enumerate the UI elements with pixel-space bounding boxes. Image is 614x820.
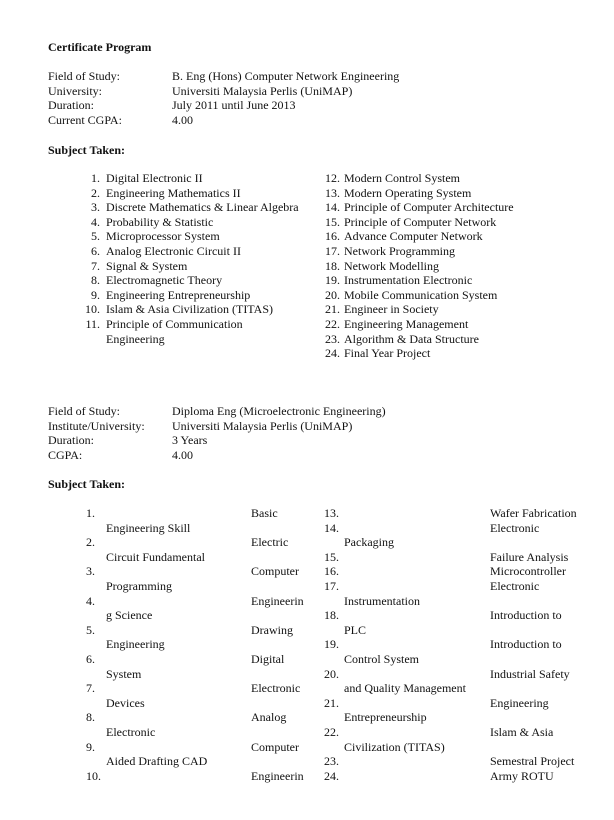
subject-item: Discrete Mathematics & Linear Algebra: [106, 200, 299, 215]
subject-number: 1.: [86, 506, 95, 520]
subject-fragment: Devices: [106, 695, 145, 710]
subject-fragment: Islam & Asia: [490, 725, 554, 739]
subject-fragment: Digital: [251, 652, 285, 666]
subject-item: Mobile Communication System: [344, 287, 498, 302]
subject-number: 24.: [325, 346, 340, 361]
subject-number: 16.: [325, 229, 340, 244]
subject-number: 7.: [91, 258, 100, 273]
subject-number: 15.: [324, 549, 339, 564]
subject-item: Engineering Mathematics II: [106, 185, 241, 200]
subject-number: 13.: [325, 185, 340, 200]
subject-fragment: System: [106, 666, 142, 681]
info-label: University:: [48, 83, 102, 98]
subject-item: Engineering Entrepreneurship: [106, 287, 251, 302]
subject-number: 21.: [325, 302, 340, 317]
subject-fragment: Introduction to: [490, 608, 562, 623]
subject-item: Final Year Project: [344, 346, 431, 361]
subject-fragment: Entrepreneurship: [344, 710, 427, 725]
subject-item: Network Programming: [344, 244, 455, 258]
subject-number: 2.: [86, 535, 95, 550]
info-label: Duration:: [48, 98, 94, 112]
subject-number: 17.: [324, 579, 339, 593]
subject-number: 22.: [325, 317, 340, 331]
subject-fragment: Control System: [344, 652, 420, 666]
subject-number: 13.: [324, 506, 339, 520]
subject-number: 9.: [86, 739, 95, 754]
subject-item: Microprocessor System: [106, 229, 220, 244]
subject-number: 6.: [86, 652, 95, 666]
subject-number: 4.: [91, 214, 100, 229]
subject-number: 20.: [325, 287, 340, 302]
subject-item: Signal & System: [106, 258, 188, 273]
subject-number: 17.: [325, 244, 340, 258]
subject-item: Modern Control System: [344, 171, 460, 185]
subject-number: 18.: [324, 608, 339, 623]
subject-item: Electromagnetic Theory: [106, 273, 223, 288]
subject-number: 10.: [85, 302, 100, 317]
subject-number: 6.: [91, 244, 100, 258]
info-label: Current CGPA:: [48, 112, 122, 127]
subject-number: 8.: [91, 273, 100, 288]
subject-number: 9.: [91, 287, 100, 302]
subject-fragment: Engineerin: [251, 768, 304, 783]
info-value: July 2011 until June 2013: [172, 98, 296, 112]
subject-number: 1.: [91, 171, 100, 185]
subject-fragment: Programming: [106, 579, 172, 593]
info-label: CGPA:: [48, 447, 83, 462]
subject-fragment: Engineerin: [251, 593, 304, 608]
subject-fragment: Circuit Fundamental: [106, 549, 205, 564]
subject-fragment: Army ROTU: [490, 768, 554, 783]
subject-item: Instrumentation Electronic: [344, 273, 473, 288]
subject-fragment: Engineering: [490, 695, 549, 710]
info-value: B. Eng (Hons) Computer Network Engineering: [172, 69, 400, 83]
subject-fragment: Civilization (TITAS): [344, 739, 445, 754]
subject-number: 16.: [324, 564, 339, 579]
subject-fragment: Basic: [251, 506, 278, 520]
info-value: Diploma Eng (Microelectronic Engineering): [172, 404, 386, 418]
subject-fragment: g Science: [106, 608, 153, 623]
subject-item: Engineer in Society: [344, 302, 439, 317]
subject-fragment: Semestral Project: [490, 754, 575, 769]
subject-fragment: Electric: [251, 535, 289, 550]
info-value: Universiti Malaysia Perlis (UniMAP): [172, 418, 353, 433]
info-value: 4.00: [172, 447, 193, 462]
subject-fragment: Analog: [251, 710, 287, 725]
subject-item: Modern Operating System: [344, 185, 472, 200]
subject-item: Network Modelling: [344, 258, 439, 273]
subject-number: 4.: [86, 593, 95, 608]
subject-fragment: Aided Drafting CAD: [106, 754, 208, 769]
subject-number: 15.: [325, 214, 340, 229]
subject-number: 24.: [324, 768, 339, 783]
info-label: Field of Study:: [48, 404, 121, 418]
subject-fragment: Electronic: [490, 520, 540, 535]
subject-number: 10.: [86, 768, 101, 783]
diploma-subjects-title: Subject Taken:: [48, 477, 126, 491]
subject-item: Advance Computer Network: [344, 229, 483, 244]
subject-number: 23.: [324, 754, 339, 769]
info-value: 3 Years: [172, 433, 208, 447]
info-label: Institute/University:: [48, 418, 145, 433]
subject-fragment: Introduction to: [490, 637, 562, 652]
subject-item: Analog Electronic Circuit II: [106, 244, 241, 258]
degree-subjects-title: Subject Taken:: [48, 143, 126, 157]
subject-item: Principle of Computer Network: [344, 214, 497, 229]
subject-fragment: Computer: [251, 739, 299, 754]
subject-fragment: Engineering: [106, 637, 165, 652]
subject-fragment: Packaging: [344, 535, 394, 550]
subject-item: Engineering: [106, 331, 165, 346]
subject-number: 20.: [324, 666, 339, 681]
info-label: Duration:: [48, 433, 94, 447]
subject-number: 5.: [86, 622, 95, 637]
subject-fragment: Electronic: [490, 579, 540, 593]
subject-fragment: and Quality Management: [344, 681, 466, 696]
subject-number: 2.: [91, 185, 100, 200]
subject-item: Islam & Asia Civilization (TITAS): [106, 302, 274, 317]
subject-number: 12.: [325, 171, 340, 185]
subject-number: 7.: [86, 681, 95, 696]
section-heading: Certificate Program: [48, 40, 152, 54]
subject-number: 14.: [325, 200, 340, 215]
subject-number: 23.: [325, 331, 340, 346]
subject-number: 22.: [324, 725, 339, 739]
subject-number: 3.: [91, 200, 100, 215]
subject-fragment: Wafer Fabrication: [490, 506, 577, 520]
subject-number: 19.: [325, 273, 340, 288]
subject-fragment: Microcontroller: [490, 564, 566, 579]
subject-item: Probability & Statistic: [106, 214, 214, 229]
subject-number: 8.: [86, 710, 95, 725]
subject-number: 21.: [324, 695, 339, 710]
subject-number: 19.: [324, 637, 339, 652]
subject-fragment: PLC: [344, 622, 367, 637]
info-value: 4.00: [172, 112, 193, 127]
subject-number: 5.: [91, 229, 100, 244]
subject-fragment: Instrumentation: [344, 593, 420, 608]
subject-item: Algorithm & Data Structure: [344, 331, 479, 346]
subject-fragment: Industrial Safety: [490, 666, 570, 681]
info-value: Universiti Malaysia Perlis (UniMAP): [172, 83, 353, 98]
subject-fragment: Electronic: [251, 681, 301, 696]
subject-number: 11.: [85, 317, 100, 331]
subject-number: 14.: [324, 520, 339, 535]
info-label: Field of Study:: [48, 69, 121, 83]
subject-fragment: Drawing: [251, 622, 293, 637]
subject-fragment: Failure Analysis: [490, 549, 569, 564]
subject-item: Principle of Communication: [106, 317, 243, 331]
subject-item: Principle of Computer Architecture: [344, 200, 514, 215]
subject-item: Engineering Management: [344, 317, 469, 331]
subject-number: 3.: [86, 564, 95, 579]
subject-fragment: Computer: [251, 564, 299, 579]
subject-fragment: Electronic: [106, 725, 156, 739]
subject-number: 18.: [325, 258, 340, 273]
subject-item: Digital Electronic II: [106, 171, 203, 185]
subject-fragment: Engineering Skill: [106, 520, 191, 535]
